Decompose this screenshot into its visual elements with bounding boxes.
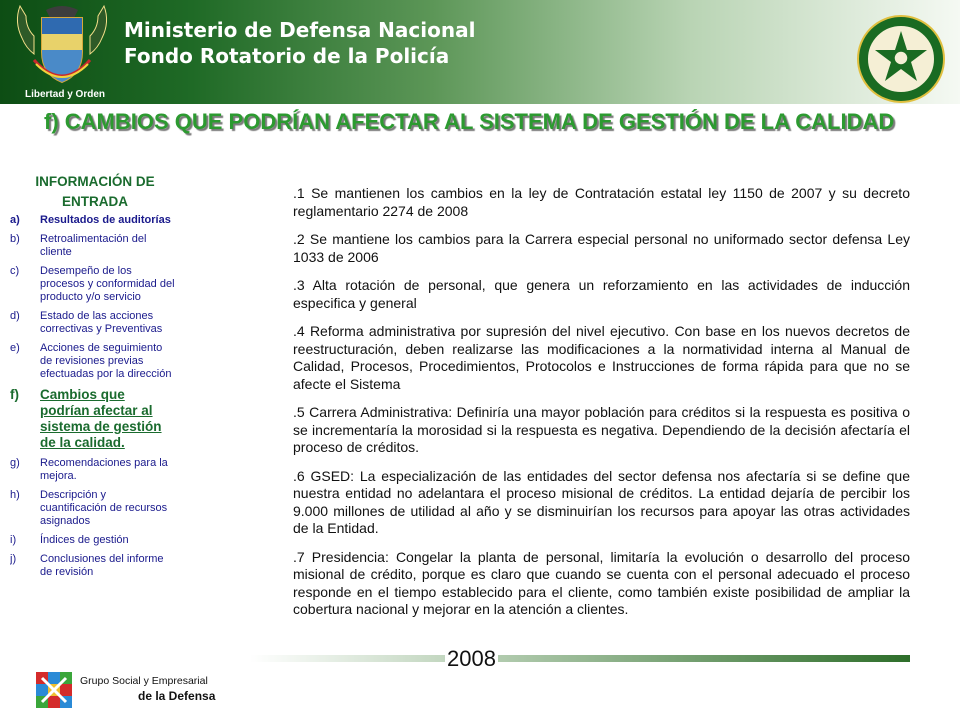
list-item-active: f) Cambios que podrían afectar al sistema de gestión de la calidad. [10,387,162,450]
paragraph-4: .4 Reforma administrativa por supresión del nivel ejecutivo. Con base en los nuevos decretos de reestructuración, deben realizarse las modificaciones a la normatividad interna al Manual de Calidad, Procesos, Procedimientos, Protocolos e Instrucciones de forma rápida para que no se afecte el Sistema [293,323,910,392]
group-logo-icon [34,670,74,710]
list-item: e) Acciones de seguimiento de revisiones previas efectuadas por la dirección [10,342,172,380]
sidebar-heading: INFORMACIÓN DE ENTRADA [35,174,155,209]
paragraph-3: .3 Alta rotación de personal, que genera un reforzamiento en las actividades de inducción especifica y general [293,277,910,311]
page-title: f) CAMBIOS QUE PODRÍAN AFECTAR AL SISTEMA DE GESTIÓN DE LA CALIDAD [44,109,895,134]
group-name-line1: Grupo Social y Empresarial [80,675,208,687]
motto-text: Libertad y Orden [24,89,105,100]
fund-name: Fondo Rotatorio de la Policía [124,44,450,68]
list-item: a) Resultados de auditorías [10,214,171,226]
police-fund-seal-icon [856,14,946,104]
list-item: b) Retroalimentación del cliente [10,233,147,258]
ministry-name: Ministerio de Defensa Nacional [124,18,476,42]
paragraph-2: .2 Se mantiene los cambios para la Carrera especial personal no uniformado sector defensa Ley 1033 de 2006 [293,231,910,265]
coat-of-arms-icon [12,0,112,92]
list-item: d) Estado de las acciones correctivas y Preventivas [10,310,163,335]
year-label: 2008 [447,646,496,671]
list-item: c) Desempeño de los procesos y conformidad del producto y/o servicio [10,265,175,303]
paragraph-5: .5 Carrera Administrativa: Definiría una mayor población para créditos si la respuesta es positiva o se incrementaría la morosidad si la respuesta es negativa. Dependiendo de la decisión afectaría el proceso de créditos. [293,404,910,455]
group-name-line2: de la Defensa [138,689,216,703]
changes-content [293,185,910,630]
input-info-list [10,214,175,668]
list-item: g) Recomendaciones para la mejora. [10,457,168,482]
list-item: j) Conclusiones del informe de revisión [10,553,164,578]
paragraph-7: .7 Presidencia: Congelar la planta de personal, limitaría la evolución o desarrollo del proceso misional de crédito, porque es claro que cuando se cuenta con el personal adecuado el proceso responde en el tiempo establecido para el cliente, como también existe posibilidad de ampliar la cobertura nacional y mejorar en la atención a clientes. [293,548,910,617]
paragraph-1: .1 Se mantienen los cambios en la ley de Contratación estatal ley 1150 de 2007 y su decreto reglamentario 2274 de 2008 [293,185,910,219]
list-item: h) Descripción y cuantificación de recursos asignados [10,489,168,527]
list-item: i) Índices de gestión [10,534,129,546]
footer-divider [250,655,910,662]
paragraph-6: .6 GSED: La especialización de las entidades del sector defensa nos afectaría si se define que nuestra entidad no adelantara el proceso misional de créditos. La entidad dejaría de percibir los 9.000 millones de utilidad al año y se disminuirían los recursos para apoyar las otras actividades de la Entidad. [293,467,910,536]
header-banner [0,0,960,104]
